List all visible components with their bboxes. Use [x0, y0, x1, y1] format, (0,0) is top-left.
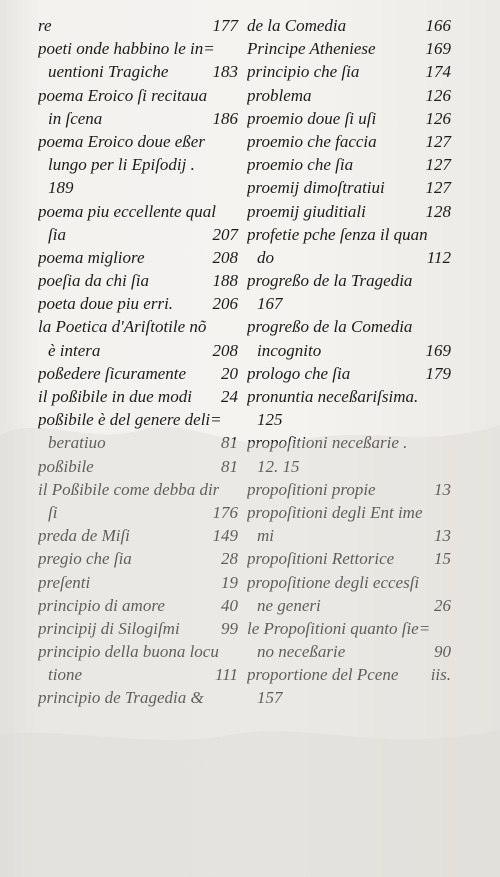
- index-entry-page: [234, 200, 238, 223]
- index-entry: [38, 269, 238, 292]
- index-entry: [247, 153, 451, 176]
- index-entry-page: 90: [434, 642, 451, 662]
- index-entry: [247, 60, 451, 83]
- index-entry: [38, 107, 238, 130]
- index-entry-page: 127: [425, 178, 451, 198]
- index-entry-page: 99: [221, 618, 238, 638]
- index-entry-page: 81: [221, 456, 238, 476]
- index-entry: [38, 686, 238, 709]
- index-entry-page: 179: [425, 363, 451, 383]
- index-entry: [38, 640, 238, 663]
- index-entry-page: [234, 37, 238, 60]
- index-entry: [247, 524, 451, 547]
- index-entry-page: [234, 84, 238, 107]
- index-entry-page: [447, 617, 451, 640]
- index-entry-page: 13: [434, 479, 451, 499]
- index-entry: [247, 571, 451, 594]
- index-entry-page: 208: [212, 340, 238, 360]
- index-entry-text: principio de Tragedia &: [38, 688, 204, 708]
- index-entry-text: ſia: [48, 224, 66, 244]
- index-entry: [247, 385, 451, 408]
- index-entry: [247, 501, 451, 524]
- index-entry-page: 174: [425, 62, 451, 82]
- index-entry-page: 186: [212, 108, 238, 128]
- index-entry-text: re: [38, 16, 52, 35]
- index-entry-text: de la Comedia: [247, 16, 347, 35]
- index-entry-text: principij di Silogiſmi: [38, 618, 180, 638]
- index-entry: [38, 200, 238, 223]
- index-entry: [247, 107, 451, 130]
- index-entry-text: ſi: [48, 502, 58, 522]
- index-column-left: [38, 14, 238, 710]
- index-entry-page: [234, 315, 238, 338]
- index-entry: [38, 524, 238, 547]
- index-entry-text: uentioni Tragiche: [48, 62, 169, 82]
- index-entry-page: 206: [212, 294, 238, 314]
- index-entry-text: poema piu eccellente qual: [38, 201, 216, 221]
- index-entry: [247, 547, 451, 570]
- index-entry-page: 169: [425, 340, 451, 360]
- index-entry-text: principio della buona locu: [38, 642, 219, 662]
- index-entry-text: 125: [257, 410, 283, 430]
- index-entry-page: 127: [425, 155, 451, 175]
- index-entry-text: poema Eroico doue eßer: [38, 131, 205, 151]
- index-entry: [38, 37, 238, 60]
- index-entry-page: [447, 408, 451, 431]
- index-entry-text: pregio che ſia: [38, 549, 132, 569]
- index-entry: [38, 617, 238, 640]
- index-entry-page: 208: [212, 247, 238, 267]
- index-entry-page: [447, 269, 451, 292]
- index-entry-text: propoſitioni degli Ent ime: [247, 502, 423, 522]
- index-entry-page: 169: [425, 39, 451, 59]
- index-entry-text: beratiuo: [48, 433, 106, 453]
- index-entry-text: progreßo de la Tragedia: [247, 271, 413, 291]
- index-entry: [247, 269, 451, 292]
- index-entry: [247, 663, 451, 686]
- index-entry-page: [447, 292, 451, 315]
- index-entry: [38, 408, 238, 431]
- index-entry: [247, 315, 451, 338]
- index-entry-text: poßibile: [38, 456, 94, 476]
- index-entry: [247, 686, 451, 709]
- index-entry-page: 28: [221, 549, 238, 569]
- index-entry: [38, 153, 238, 176]
- index-entry-page: [234, 640, 238, 663]
- index-entry-text: progreßo de la Comedia: [247, 317, 413, 337]
- index-entry-text: 167: [257, 294, 283, 314]
- index-entry-text: è intera: [48, 340, 101, 360]
- index-entry-text: mi: [257, 526, 274, 546]
- index-entry-page: 127: [425, 131, 451, 151]
- index-entry: [247, 200, 451, 223]
- index-entry: [247, 362, 451, 385]
- index-entry-text: preda de Miſi: [38, 526, 130, 546]
- index-column-right: [247, 14, 451, 710]
- index-entry-page: [447, 571, 451, 594]
- index-entry-text: principio che ſia: [247, 62, 360, 82]
- index-entry-page: [234, 478, 238, 501]
- index-entry-page: 40: [221, 595, 238, 615]
- index-entry: [38, 339, 238, 362]
- index-entry-text: il Poßibile come debba dir: [38, 479, 220, 499]
- index-entry-text: proemio che ſia: [247, 155, 354, 175]
- index-entry-text: proemio che faccia: [247, 131, 377, 151]
- index-entry-page: iis.: [430, 665, 451, 685]
- index-entry-page: [447, 686, 451, 709]
- index-entry-page: 126: [425, 108, 451, 128]
- index-entry-text: tione: [48, 665, 82, 685]
- index-entry-text: do: [257, 247, 274, 267]
- index-entry: [38, 385, 238, 408]
- index-entry-text: poeta doue piu erri.: [38, 294, 174, 314]
- index-entry-text: poßibile è del genere deli=: [38, 410, 222, 430]
- index-entry-text: la Poetica d'Ariſtotile nõ: [38, 317, 207, 337]
- index-entry-text: propoſitioni propie: [247, 479, 376, 499]
- index-entry: [247, 14, 451, 37]
- index-entry-text: proportione del Pcene: [247, 665, 399, 685]
- index-entry-text: proemio doue ſi uſi: [247, 108, 377, 128]
- index-entry: [38, 501, 238, 524]
- index-entry: [247, 130, 451, 153]
- index-entry: [38, 478, 238, 501]
- index-entry-page: [447, 223, 451, 246]
- index-entry-text: principio di amore: [38, 595, 165, 615]
- index-entry-text: poeti onde habbino le in=: [38, 39, 215, 59]
- index-entry-text: poßedere ſicuramente: [38, 363, 187, 383]
- index-entry-text: pronuntia neceßariſsima.: [247, 387, 419, 406]
- index-entry: [38, 315, 238, 338]
- index-entry: [38, 362, 238, 385]
- index-entry-page: [447, 501, 451, 524]
- index-entry-text: incognito: [257, 340, 322, 360]
- index-entry-page: 188: [212, 271, 238, 291]
- index-entry: [38, 663, 238, 686]
- index-entry-text: ne generi: [257, 595, 321, 615]
- index-entry: [247, 223, 451, 246]
- index-entry-text: Principe Atheniese: [247, 39, 376, 59]
- index-entry-text: le Propoſitioni quanto ſie=: [247, 618, 431, 638]
- index-entry: [38, 594, 238, 617]
- index-entry-text: proemij giuditiali: [247, 201, 366, 221]
- index-entry-text: propoſitioni Rettorice: [247, 549, 395, 569]
- index-entry-text: 157: [257, 688, 283, 708]
- index-entry-page: [234, 686, 238, 709]
- index-entry-page: [447, 385, 451, 408]
- index-entry-page: 177: [212, 16, 238, 35]
- index-entry: [247, 617, 451, 640]
- index-entry: [38, 431, 238, 454]
- index-entry-page: [234, 176, 238, 199]
- index-entry-page: 13: [434, 526, 451, 546]
- index-entry-page: 111: [215, 665, 238, 685]
- index-entry-text: lungo per li Epiſodij .: [48, 155, 195, 175]
- index-entry-page: 81: [221, 433, 238, 453]
- index-entry-page: [234, 130, 238, 153]
- index-entry-text: problema: [247, 85, 312, 105]
- index-entry-page: 26: [434, 595, 451, 615]
- index-entry-page: [234, 408, 238, 431]
- index-entry-text: propoſitioni neceßarie .: [247, 433, 408, 453]
- index-entry-page: 19: [221, 572, 238, 592]
- index-entry: [247, 408, 451, 431]
- index-entry-text: prologo che ſia: [247, 363, 351, 383]
- index-entry-text: 189: [48, 178, 74, 198]
- index-entry-page: 128: [425, 201, 451, 221]
- index-entry-text: no neceßarie: [257, 642, 346, 662]
- index-entry-page: 112: [426, 247, 451, 267]
- index-entry: [38, 292, 238, 315]
- index-entry-text: preſenti: [38, 572, 91, 592]
- index-entry: [38, 547, 238, 570]
- index-entry-page: 24: [221, 387, 238, 406]
- index-entry: [247, 37, 451, 60]
- index-entry-page: 126: [425, 85, 451, 105]
- index-entry-page: [447, 431, 451, 454]
- index-entry-page: 15: [434, 549, 451, 569]
- index-entry-page: 183: [212, 62, 238, 82]
- index-entry: [38, 246, 238, 269]
- index-entry: [38, 571, 238, 594]
- index-entry: [38, 176, 238, 199]
- index-entry-text: proemij dimoſtratiui: [247, 178, 385, 198]
- index-entry: [247, 478, 451, 501]
- index-entry: [247, 176, 451, 199]
- index-entry-text: propoſitione degli eccesſi: [247, 572, 420, 592]
- index-entry-text: poema Eroico ſi recitaua: [38, 85, 208, 105]
- index-entry: [247, 246, 451, 269]
- index-entry-page: [234, 153, 238, 176]
- index-entry-text: in ſcena: [48, 108, 103, 128]
- index-entry: [247, 431, 451, 454]
- index-entry: [247, 594, 451, 617]
- index-entry: [38, 14, 238, 37]
- index-entry-page: 176: [212, 502, 238, 522]
- index-entry-page: 166: [425, 16, 451, 35]
- index-entry: [247, 455, 451, 478]
- index-entry: [247, 640, 451, 663]
- index-entry: [38, 223, 238, 246]
- index-entry-text: profetie pche ſenza il quan: [247, 224, 428, 244]
- index-entry-page: 149: [212, 526, 238, 546]
- index-entry-page: 207: [212, 224, 238, 244]
- index-entry-page: [447, 455, 451, 478]
- index-entry: [38, 60, 238, 83]
- index-entry: [247, 292, 451, 315]
- index-entry-page: 20: [221, 363, 238, 383]
- index-entry: [247, 339, 451, 362]
- index-entry: [38, 130, 238, 153]
- index-entry-text: poeſia da chi ſia: [38, 271, 149, 291]
- index-entry: [38, 84, 238, 107]
- index-entry: [38, 455, 238, 478]
- index-entry-text: il poßibile in due modi: [38, 387, 192, 406]
- index-entry-page: [447, 315, 451, 338]
- index-entry: [247, 84, 451, 107]
- index-entry-text: 12. 15: [257, 456, 300, 476]
- index-entry-text: poema migliore: [38, 247, 145, 267]
